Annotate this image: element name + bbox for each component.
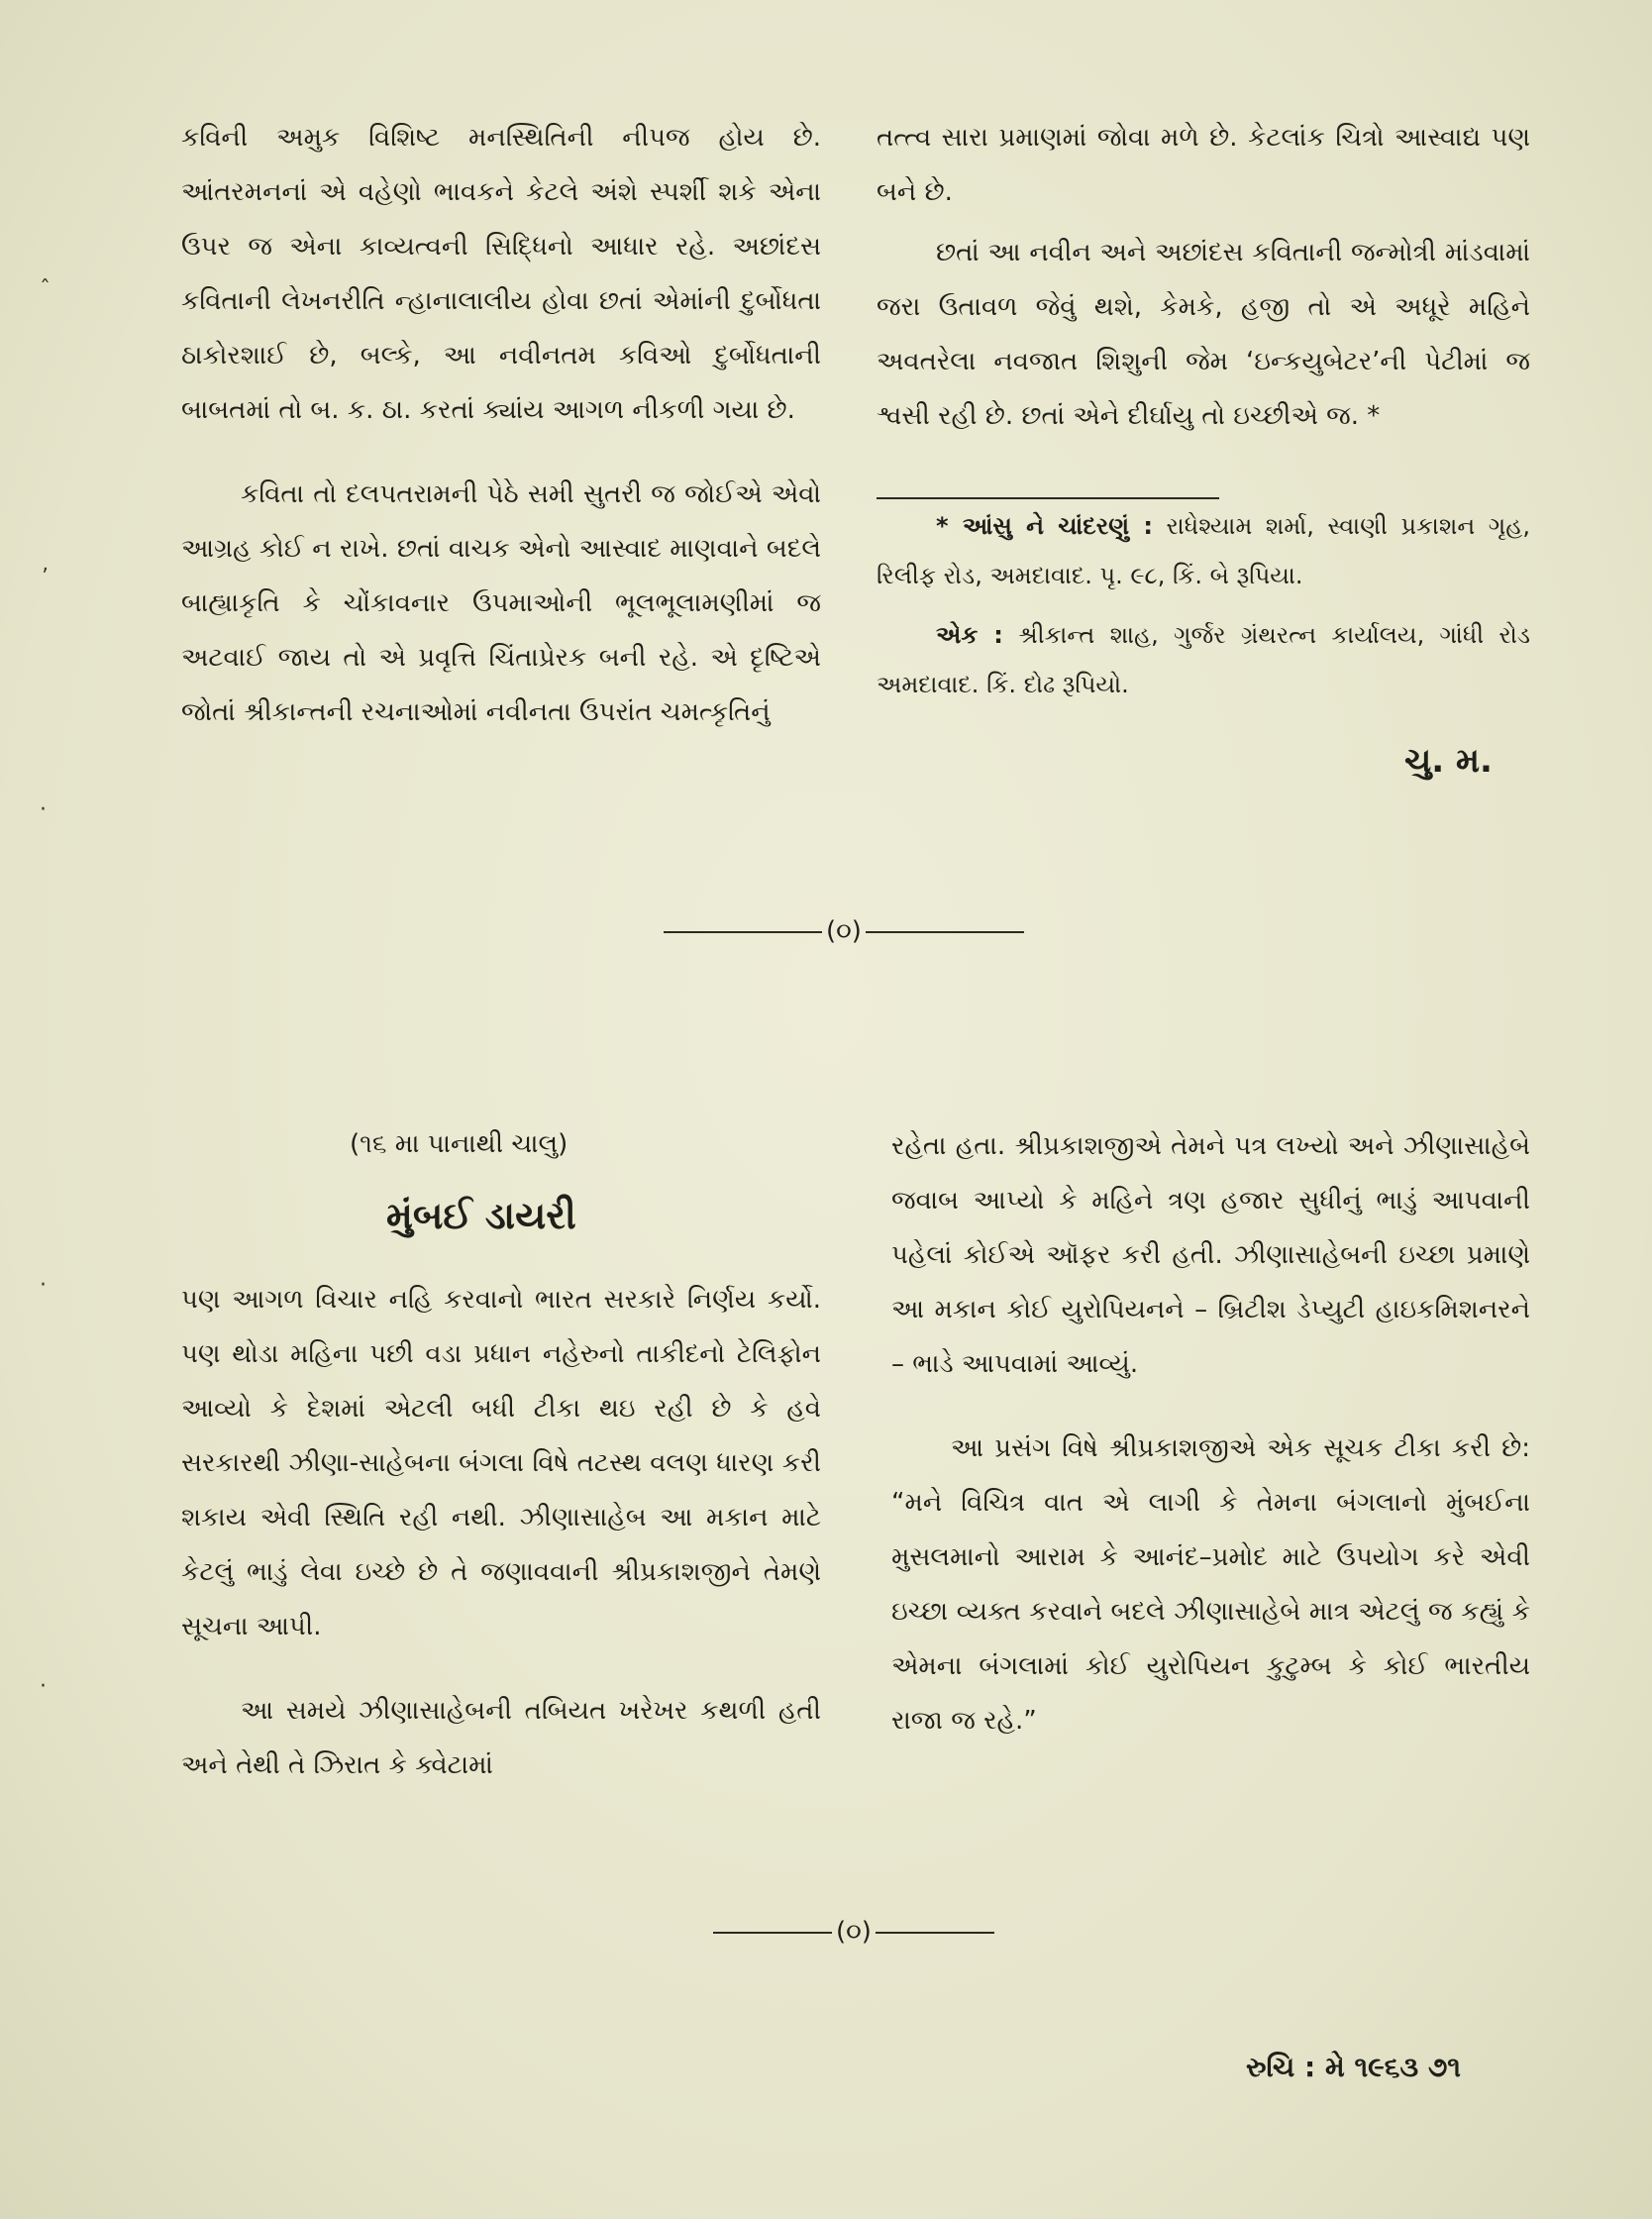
footnote-2 [877,610,1530,709]
article1-right-paragraph-2: છતાં આ નવીન અને અછાંદસ કવિતાની જન્મોત્રી માંડવામાં જરા ઉતાવળ જેવું થશે, કેમકે, હજી તો એ અધૂરે મહિને અવતરેલા નવજાત શિશુની જેમ ‘ઇન્કયુબેટર’ની પેટીમાં જ શ્વસી રહી છે. છતાં એને દીર્ઘાયુ તો ઇચ્છીએ જ. * [877,238,1530,431]
continued-note: (૧૬ મા પાનાથી ચાલુ) [350,1129,568,1159]
article1-right-paragraph-1: તત્ત્વ સારા પ્રમાણમાં જોવા મળે છે. કેટલાંક ચિત્રો આસ્વાદ્ય પણ બને છે. [877,123,1530,207]
footnote-2-label: એક : [936,621,1003,649]
footnote-rule [877,497,1219,499]
margin-speck: ʼ [42,565,49,589]
article1-footnotes [877,501,1530,709]
section-divider-top [664,916,1024,947]
article1-right-column [877,111,1530,444]
article2-right-column [891,1119,1530,1748]
article1-left-column [181,111,821,740]
section-divider-bottom [713,1917,994,1948]
margin-speck: · [40,797,47,822]
margin-speck: · [40,1674,47,1699]
article2-title: મુંબઈ ડાયરી [386,1194,576,1237]
footnote-2-text: શ્રીકાન્ત શાહ, ગુર્જર ગ્રંથરત્ન કાર્યાલય, ગાંધી રોડ અમદાવાદ. કિં. દોઢ રૂપિયો. [877,621,1530,698]
footnote-1-label: * આંસુ ને ચાંદરણું : [936,512,1153,540]
divider-top-text: (૦) [826,916,862,946]
article2-right-paragraph-2: આ પ્રસંગ વિષે શ્રીપ્રકાશજીએ એક સૂચક ટીકા કરી છે: “મને વિચિત્ર વાત એ લાગી કે તેમના બંગલાનો મુંબઈના મુસલમાનો આરામ કે આનંદ–પ્રમોદ માટે ઉપયોગ કરે એવી ઇચ્છા વ્યક્ત કરવાને બદલે ઝીણાસાહેબે માત્ર એટલું જ કહ્યું કે એમના બંગલામાં કોઈ યુરોપિયન કુટુમ્બ કે કોઈ ભારતીય રાજા જ રહે.” [891,1433,1530,1736]
article2-left-paragraph-1: પણ આગળ વિચાર નહિ કરવાનો ભારત સરકારે નિર્ણય કર્યો. પણ થોડા મહિના પછી વડા પ્રધાન નહેરુનો તાકીદનો ટેલિફોન આવ્યો કે દેશમાં એટલી બધી ટીકા થઇ રહી છે કે હવે સરકારથી ઝીણા-સાહેબના બંગલા વિષે તટસ્થ વલણ ધારણ કરી શકાય એવી સ્થિતિ રહી નથી. ઝીણાસાહેબ આ મકાન માટે કેટલું ભાડું લેવા ઇચ્છે છે તે જણાવવાની શ્રીપ્રકાશજીને તેમણે સૂચના આપી. [181,1285,821,1641]
divider-bottom-text: (૦) [836,1917,872,1947]
article1-left-paragraph-2: કવિતા તો દલપતરામની પેઠે સમી સુતરી જ જોઈએ એવો આગ્રહ કોઈ ન રાખે. છતાં વાચક એનો આસ્વાદ માણવાને બદલે બાહ્યાકૃતિ કે ચોંકાવનાર ઉપમાઓની ભૂલભૂલામણીમાં જ અટવાઈ જાય તો એ પ્રવૃત્તિ ચિંતાપ્રેરક બની રહે. એ દૃષ્ટિએ જોતાં શ્રીકાન્તની રચનાઓમાં નવીનતા ઉપરાંત ચમત્કૃતિનું [181,479,821,727]
article1-left-paragraph-1: કવિની અમુક વિશિષ્ટ મનસ્થિતિની નીપજ હોય છે. આંતરમનનાં એ વહેણો ભાવકને કેટલે અંશે સ્પર્શી શકે એના ઉપર જ એના કાવ્યત્વની સિદ્ધિનો આધાર રહે. અછાંદસ કવિતાની લેખનરીતિ ન્હાનાલાલીય હોવા છતાં એમાંની દુર્બોધતા ઠાકોરશાઈ છે, બલ્કે, આ નવીનતમ કવિઓ દુર્બોધતાની બાબતમાં તો બ. ક. ઠા. કરતાં ક્યાંય આગળ નીકળી ગયા છે. [181,123,821,425]
article2-right-paragraph-1: રહેતા હતા. શ્રીપ્રકાશજીએ તેમને પત્ર લખ્યો અને ઝીણાસાહેબે જવાબ આપ્યો કે મહિને ત્રણ હજાર સુધીનું ભાડું આપવાની પહેલાં કોઈએ ઑફર કરી હતી. ઝીણાસાહેબની ઇચ્છા પ્રમાણે આ મકાન કોઈ યુરોપિયનને – બ્રિટીશ ડેપ્યુટી હાઇકમિશનરને – ભાડે આપવામાં આવ્યું. [891,1131,1530,1379]
footnote-1 [877,501,1530,600]
footnote-1-text: રાધેશ્યામ શર્મા, સ્વાણી પ્રકાશન ગૃહ, રિલીફ રોડ, અમદાવાદ. પૃ. ૯૮, કિં. બે રૂપિયા. [877,512,1531,589]
author-initials: ચુ. મ. [1404,741,1493,781]
margin-speck: · [40,1273,47,1298]
article2-left-column [181,1273,821,1793]
page-footer: રુચિ : મે ૧૯૬૩ ૭૧ [1246,2051,1462,2083]
margin-speck: ˆ [40,277,51,302]
article2-left-paragraph-2: આ સમયે ઝીણાસાહેબની તબિયત ખરેખર કથળી હતી અને તેથી તે ઝિરાત કે ક્વેટામાં [181,1696,821,1780]
